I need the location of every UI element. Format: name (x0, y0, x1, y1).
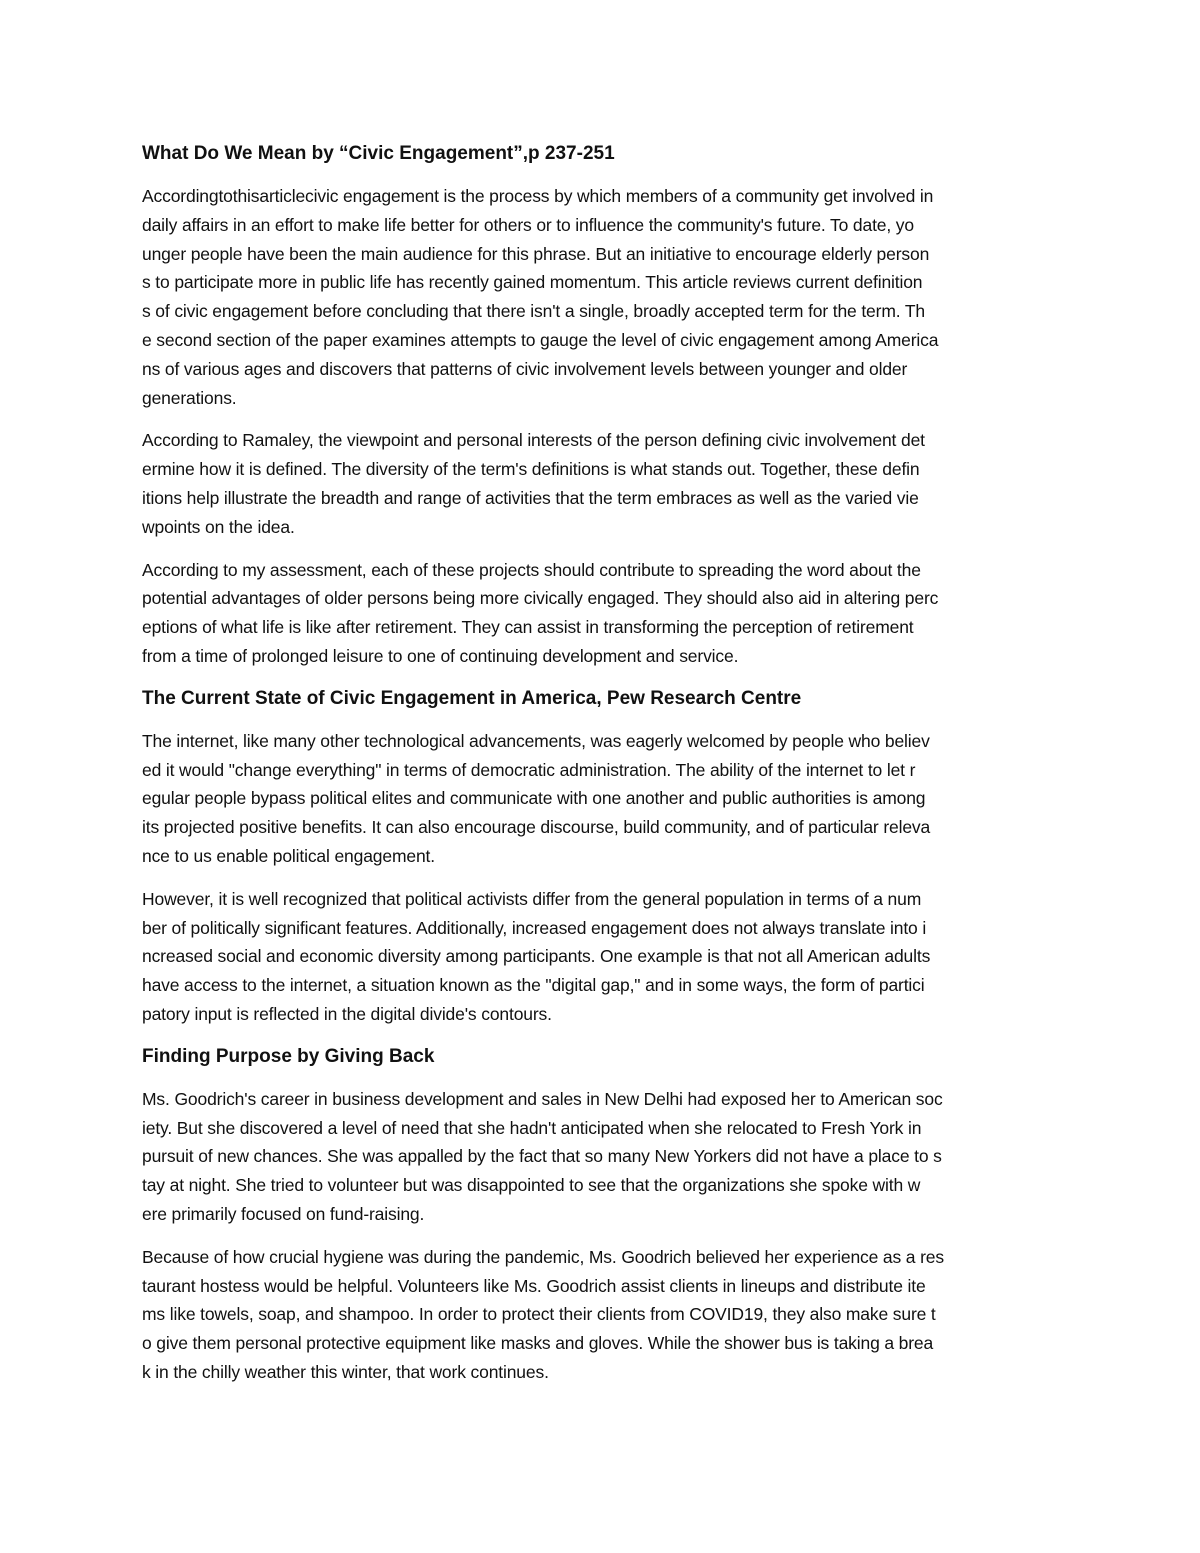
text-line: ms like towels, soap, and shampoo. In order to protect their clients from COVID19, they also make sure t (142, 1304, 936, 1325)
paragraph (142, 426, 1062, 541)
text-line: patory input is reflected in the digital divide's contours. (142, 1003, 552, 1024)
paragraph (142, 885, 1062, 1029)
text-line: generations. (142, 387, 237, 408)
paragraph (142, 727, 1062, 871)
text-line: ere primarily focused on fund-raising. (142, 1203, 425, 1224)
text-line: ermine how it is defined. The diversity of the term's definitions is what stands out. Together, these defin (142, 459, 920, 480)
text-line: egular people bypass political elites and communicate with one another and public authorities is among (142, 788, 926, 809)
paragraph (142, 556, 1062, 671)
text-line: According to my assessment, each of these projects should contribute to spreading the word about the (142, 559, 921, 580)
text-line: ns of various ages and discovers that patterns of civic involvement levels between younger and older (142, 358, 908, 379)
document-page (142, 140, 1062, 1401)
text-line: ber of politically significant features. Additionally, increased engagement does not always translate into i (142, 917, 927, 938)
text-line: ncreased social and economic diversity among participants. One example is that not all American adults (142, 946, 931, 967)
text-line: o give them personal protective equipment like masks and gloves. While the shower bus is taking a brea (142, 1333, 934, 1354)
text-line: iety. But she discovered a level of need that she hadn't anticipated when she relocated to Fresh York in (142, 1117, 922, 1138)
text-line: itions help illustrate the breadth and range of activities that the term embraces as well as the varied vie (142, 487, 919, 508)
text-line: potential advantages of older persons being more civically engaged. They should also aid in altering perc (142, 588, 939, 609)
text-line: According to Ramaley, the viewpoint and personal interests of the person defining civic involvement det (142, 430, 925, 451)
text-line: its projected positive benefits. It can also encourage discourse, build community, and of particular releva (142, 817, 931, 838)
text-line: k in the chilly weather this winter, that work continues. (142, 1361, 549, 1382)
text-line: pursuit of new chances. She was appalled by the fact that so many New Yorkers did not have a place to s (142, 1146, 942, 1167)
text-line: The internet, like many other technological advancements, was eagerly welcomed by people who believ (142, 730, 930, 751)
text-line: have access to the internet, a situation known as the "digital gap," and in some ways, the form of partici (142, 975, 925, 996)
section-heading: What Do We Mean by “Civic Engagement”,p 237-251 (142, 143, 615, 164)
paragraph (142, 1243, 1062, 1387)
text-line: Because of how crucial hygiene was during the pandemic, Ms. Goodrich believed her experience as a res (142, 1246, 944, 1267)
paragraph (142, 182, 1062, 412)
text-line: from a time of prolonged leisure to one of continuing development and service. (142, 645, 739, 666)
text-line: unger people have been the main audience for this phrase. But an initiative to encourage elderly person (142, 243, 930, 264)
section-heading: Finding Purpose by Giving Back (142, 1045, 435, 1067)
text-line: However, it is well recognized that political activists differ from the general population in terms of a num (142, 888, 922, 909)
text-line: eptions of what life is like after retirement. They can assist in transforming the perception of retirement (142, 617, 914, 638)
text-line: Ms. Goodrich's career in business development and sales in New Delhi had exposed her to American soc (142, 1088, 943, 1109)
text-line: taurant hostess would be helpful. Volunteers like Ms. Goodrich assist clients in lineups and distribute ite (142, 1275, 926, 1296)
text-line: ed it would "change everything" in terms of democratic administration. The ability of the internet to let r (142, 759, 916, 780)
text-line: wpoints on the idea. (142, 516, 295, 537)
text-line: tay at night. She tried to volunteer but was disappointed to see that the organizations she spoke with w (142, 1175, 921, 1196)
text-line: s to participate more in public life has recently gained momentum. This article reviews current definition (142, 272, 923, 293)
paragraph (142, 1085, 1062, 1229)
section-heading: The Current State of Civic Engagement in America, Pew Research Centre (142, 687, 802, 709)
text-line: s of civic engagement before concluding that there isn't a single, broadly accepted term for the term. Th (142, 301, 925, 322)
text-line: e second section of the paper examines attempts to gauge the level of civic engagement among America (142, 329, 939, 350)
text-line: Accordingtothisarticlecivic engagement is the process by which members of a community get involved in (142, 186, 934, 206)
text-line: daily affairs in an effort to make life better for others or to influence the community's future. To date, yo (142, 214, 914, 235)
text-line: nce to us enable political engagement. (142, 845, 435, 866)
